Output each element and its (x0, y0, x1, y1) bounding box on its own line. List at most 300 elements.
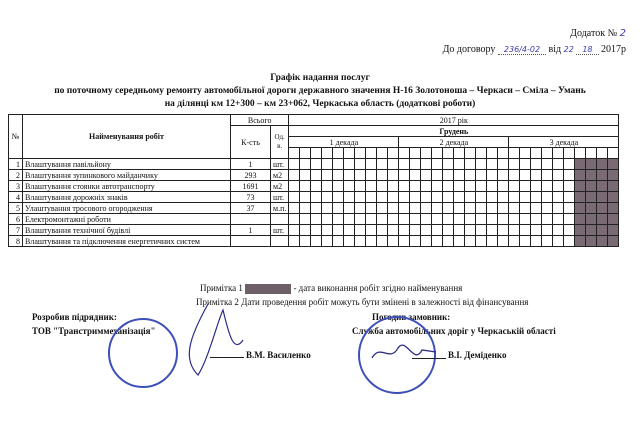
col-unit-header: Од. в. (271, 126, 289, 159)
schedule-cell (608, 170, 619, 181)
table-row (9, 181, 619, 192)
schedule-cell (344, 225, 355, 236)
schedule-cell (432, 181, 443, 192)
schedule-cell (520, 192, 531, 203)
schedule-cell (454, 203, 465, 214)
schedule-cell (608, 159, 619, 170)
row-unit: шт. (271, 159, 289, 170)
schedule-cell (487, 225, 498, 236)
schedule-cell (311, 170, 322, 181)
schedule-cell (432, 203, 443, 214)
contractor-role: Розробив підрядник: (32, 312, 117, 322)
legend-swatch (245, 284, 291, 294)
row-qty: 1 (231, 159, 271, 170)
contractor-signature (178, 300, 248, 380)
schedule-cell (498, 225, 509, 236)
schedule-cell (586, 214, 597, 225)
date-label: від (548, 44, 562, 55)
schedule-cell (564, 236, 575, 247)
schedule-cell (300, 225, 311, 236)
row-name: Влаштування дорожніх знаків (23, 192, 231, 203)
schedule-cell (443, 214, 454, 225)
decade-header: 2 декада (399, 137, 509, 148)
schedule-cell (454, 159, 465, 170)
row-qty (231, 214, 271, 225)
schedule-cell (476, 181, 487, 192)
schedule-cell (608, 203, 619, 214)
decade-header: 1 декада (289, 137, 399, 148)
customer-org: Служба автомобільних доріг у Черкаській області (352, 326, 556, 336)
row-number: 2 (9, 170, 23, 181)
schedule-cell (388, 236, 399, 247)
day-cell (377, 148, 388, 159)
schedule-cell (289, 236, 300, 247)
schedule-cell (344, 214, 355, 225)
row-qty: 1 (231, 225, 271, 236)
schedule-cell (311, 203, 322, 214)
appendix-text: Додаток № (570, 28, 618, 39)
schedule-cell (597, 225, 608, 236)
schedule-cell (432, 192, 443, 203)
schedule-cell (465, 192, 476, 203)
schedule-cell (289, 225, 300, 236)
doc-subtitle-2: на ділянці км 12+300 – км 23+062, Черкаська область (додаткові роботи) (164, 99, 476, 109)
day-cell (300, 148, 311, 159)
schedule-cell (443, 170, 454, 181)
schedule-cell (608, 214, 619, 225)
schedule-cell (498, 159, 509, 170)
row-number: 3 (9, 181, 23, 192)
schedule-cell (366, 236, 377, 247)
schedule-cell (564, 159, 575, 170)
schedule-cell (421, 236, 432, 247)
row-number: 1 (9, 159, 23, 170)
col-no-header: № (9, 115, 23, 159)
row-unit: м2 (271, 181, 289, 192)
schedule-cell (300, 159, 311, 170)
row-unit (271, 214, 289, 225)
schedule-cell (531, 192, 542, 203)
row-name: Влаштування зупинкового майданчику (23, 170, 231, 181)
schedule-cell (432, 225, 443, 236)
schedule-cell (597, 203, 608, 214)
day-cell (564, 148, 575, 159)
schedule-cell (564, 214, 575, 225)
schedule-cell (410, 236, 421, 247)
day-cell (311, 148, 322, 159)
schedule-cell (311, 181, 322, 192)
schedule-cell (553, 192, 564, 203)
schedule-cell (333, 214, 344, 225)
schedule-cell (355, 181, 366, 192)
schedule-cell (333, 170, 344, 181)
row-name: Електромонтажні роботи (23, 214, 231, 225)
schedule-cell (608, 192, 619, 203)
schedule-cell (322, 181, 333, 192)
schedule-cell (542, 214, 553, 225)
schedule-cell (542, 192, 553, 203)
row-qty: 1691 (231, 181, 271, 192)
schedule-cell (575, 181, 586, 192)
schedule-cell (344, 170, 355, 181)
schedule-cell (542, 203, 553, 214)
schedule-cell (487, 214, 498, 225)
schedule-cell (608, 181, 619, 192)
schedule-cell (575, 192, 586, 203)
schedule-cell (509, 203, 520, 214)
contract-number: 236/4-02 (498, 45, 546, 55)
row-number: 5 (9, 203, 23, 214)
schedule-cell (454, 225, 465, 236)
day-cell (432, 148, 443, 159)
schedule-cell (575, 203, 586, 214)
schedule-cell (421, 181, 432, 192)
day-cell (454, 148, 465, 159)
row-unit: шт. (271, 192, 289, 203)
day-cell (597, 148, 608, 159)
schedule-cell (476, 214, 487, 225)
date-day: 22 (563, 45, 574, 54)
day-cell (366, 148, 377, 159)
schedule-cell (454, 181, 465, 192)
schedule-cell (388, 214, 399, 225)
day-cell (344, 148, 355, 159)
schedule-cell (377, 214, 388, 225)
schedule-cell (432, 214, 443, 225)
day-cell (487, 148, 498, 159)
schedule-cell (443, 181, 454, 192)
schedule-cell (454, 170, 465, 181)
schedule-cell (586, 236, 597, 247)
schedule-cell (597, 214, 608, 225)
schedule-cell (344, 192, 355, 203)
schedule-cell (487, 236, 498, 247)
schedule-cell (443, 159, 454, 170)
schedule-cell (300, 203, 311, 214)
schedule-cell (476, 192, 487, 203)
day-cell (476, 148, 487, 159)
schedule-cell (498, 236, 509, 247)
day-cell (509, 148, 520, 159)
customer-signature (370, 338, 440, 368)
schedule-cell (520, 170, 531, 181)
schedule-cell (487, 181, 498, 192)
schedule-cell (498, 192, 509, 203)
schedule-cell (289, 192, 300, 203)
row-qty: 293 (231, 170, 271, 181)
schedule-cell (509, 192, 520, 203)
schedule-cell (509, 170, 520, 181)
schedule-cell (498, 214, 509, 225)
schedule-cell (564, 225, 575, 236)
schedule-cell (377, 192, 388, 203)
day-cell (586, 148, 597, 159)
day-cell (553, 148, 564, 159)
day-cell (465, 148, 476, 159)
schedule-cell (388, 181, 399, 192)
row-name: Влаштування павільйону (23, 159, 231, 170)
schedule-cell (476, 170, 487, 181)
schedule-cell (377, 181, 388, 192)
schedule-cell (421, 214, 432, 225)
customer-role: Погодив замовник: (372, 312, 451, 322)
schedule-cell (322, 170, 333, 181)
table-row (9, 203, 619, 214)
month-header: Грудень (289, 126, 619, 137)
schedule-cell (399, 192, 410, 203)
schedule-cell (366, 214, 377, 225)
date-month: 18 (576, 45, 598, 55)
row-name: Влаштування стоянки автотранспорту (23, 181, 231, 192)
day-cell (542, 148, 553, 159)
row-name: Влаштування та підключення енергетичних систем (23, 236, 231, 247)
note-2-text: Дати проведення робіт можуть бути змінені в залежності від фінансування (241, 297, 529, 307)
schedule-cell (575, 214, 586, 225)
schedule-cell (410, 225, 421, 236)
row-number: 4 (9, 192, 23, 203)
schedule-cell (300, 236, 311, 247)
year-suffix: 2017р (601, 44, 626, 55)
schedule-cell (553, 236, 564, 247)
schedule-cell (322, 214, 333, 225)
schedule-cell (322, 203, 333, 214)
day-cell (388, 148, 399, 159)
schedule-cell (399, 214, 410, 225)
schedule-cell (465, 225, 476, 236)
row-qty: 37 (231, 203, 271, 214)
schedule-cell (597, 159, 608, 170)
note-2-label: Примітка 2 (196, 297, 239, 307)
schedule-cell (520, 203, 531, 214)
day-cell (421, 148, 432, 159)
schedule-cell (333, 159, 344, 170)
schedule-cell (289, 203, 300, 214)
schedule-cell (344, 203, 355, 214)
schedule-cell (553, 225, 564, 236)
schedule-cell (421, 225, 432, 236)
schedule-cell (564, 170, 575, 181)
schedule-cell (410, 181, 421, 192)
table-row (9, 236, 619, 247)
schedule-cell (399, 236, 410, 247)
schedule-cell (311, 214, 322, 225)
schedule-cell (421, 192, 432, 203)
schedule-cell (366, 225, 377, 236)
schedule-cell (366, 203, 377, 214)
schedule-cell (498, 181, 509, 192)
schedule-cell (608, 225, 619, 236)
row-number: 8 (9, 236, 23, 247)
schedule-cell (311, 159, 322, 170)
schedule-cell (410, 203, 421, 214)
schedule-cell (553, 181, 564, 192)
table-row (9, 192, 619, 203)
schedule-cell (531, 159, 542, 170)
schedule-cell (520, 214, 531, 225)
schedule-cell (355, 159, 366, 170)
schedule-cell (564, 192, 575, 203)
doc-subtitle: по поточному середньому ремонту автомобільної дороги державного значення Н-16 Золотоноша – Черкаси – Сміла – Умань (54, 86, 586, 96)
schedule-cell (476, 203, 487, 214)
day-cell (355, 148, 366, 159)
schedule-cell (586, 203, 597, 214)
schedule-cell (575, 236, 586, 247)
schedule-cell (410, 214, 421, 225)
note-1-text: - дата виконання робіт згідно найменування (293, 283, 463, 293)
row-number: 7 (9, 225, 23, 236)
contractor-sign-line (210, 357, 244, 358)
schedule-cell (366, 159, 377, 170)
schedule-cell (509, 181, 520, 192)
schedule-cell (531, 181, 542, 192)
row-name: Влаштування технічної будівлі (23, 225, 231, 236)
schedule-cell (377, 170, 388, 181)
schedule-cell (487, 170, 498, 181)
schedule-cell (355, 192, 366, 203)
row-number: 6 (9, 214, 23, 225)
day-cell (498, 148, 509, 159)
schedule-cell (465, 170, 476, 181)
schedule-cell (432, 236, 443, 247)
schedule-cell (366, 181, 377, 192)
schedule-cell (366, 192, 377, 203)
contract-line (443, 44, 626, 55)
schedule-cell (399, 225, 410, 236)
schedule-cell (454, 214, 465, 225)
contract-prefix: До договору (442, 44, 496, 55)
schedule-cell (355, 214, 366, 225)
schedule-cell (542, 236, 553, 247)
schedule-cell (344, 236, 355, 247)
customer-sign-line (412, 358, 446, 359)
day-cell (443, 148, 454, 159)
schedule-cell (586, 181, 597, 192)
schedule-cell (289, 181, 300, 192)
schedule-cell (465, 203, 476, 214)
day-cell (531, 148, 542, 159)
schedule-cell (443, 236, 454, 247)
schedule-cell (597, 192, 608, 203)
schedule-cell (465, 159, 476, 170)
schedule-cell (333, 225, 344, 236)
schedule-cell (355, 203, 366, 214)
schedule-cell (476, 225, 487, 236)
row-name: Улаштування тросового огородження (23, 203, 231, 214)
schedule-cell (311, 225, 322, 236)
day-cell (410, 148, 421, 159)
note-1 (200, 283, 462, 294)
schedule-cell (575, 159, 586, 170)
schedule-cell (476, 159, 487, 170)
contractor-name: В.М. Василенко (246, 350, 311, 360)
decade-header: 3 декада (509, 137, 619, 148)
schedule-cell (586, 225, 597, 236)
schedule-cell (388, 203, 399, 214)
schedule-cell (531, 170, 542, 181)
schedule-cell (399, 159, 410, 170)
schedule-cell (388, 225, 399, 236)
schedule-cell (575, 170, 586, 181)
schedule-cell (553, 203, 564, 214)
row-qty: 73 (231, 192, 271, 203)
schedule-cell (377, 203, 388, 214)
schedule-cell (399, 181, 410, 192)
col-name-header: Найменування робіт (23, 115, 231, 159)
schedule-cell (564, 203, 575, 214)
row-qty (231, 236, 271, 247)
schedule-cell (542, 225, 553, 236)
schedule-cell (487, 159, 498, 170)
schedule-cell (377, 236, 388, 247)
schedule-cell (465, 214, 476, 225)
schedule-cell (575, 225, 586, 236)
schedule-cell (597, 236, 608, 247)
schedule-cell (344, 181, 355, 192)
schedule-cell (564, 181, 575, 192)
day-cell (333, 148, 344, 159)
schedule-cell (300, 214, 311, 225)
schedule-cell (542, 159, 553, 170)
schedule-cell (498, 170, 509, 181)
day-cell (399, 148, 410, 159)
note-1-label: Примітка 1 (200, 283, 243, 293)
schedule-cell (509, 214, 520, 225)
schedule-cell (333, 192, 344, 203)
schedule-cell (355, 225, 366, 236)
schedule-cell (289, 214, 300, 225)
schedule-cell (454, 236, 465, 247)
row-unit: м2 (271, 170, 289, 181)
schedule-cell (410, 170, 421, 181)
schedule-cell (300, 170, 311, 181)
schedule-cell (597, 170, 608, 181)
schedule-cell (289, 170, 300, 181)
schedule-cell (586, 159, 597, 170)
schedule-cell (421, 170, 432, 181)
schedule-cell (344, 159, 355, 170)
schedule-cell (421, 203, 432, 214)
day-cell (608, 148, 619, 159)
schedule-cell (542, 170, 553, 181)
schedule-cell (432, 159, 443, 170)
schedule-cell (465, 181, 476, 192)
schedule-cell (443, 192, 454, 203)
day-cell (520, 148, 531, 159)
day-cell (289, 148, 300, 159)
schedule-cell (399, 203, 410, 214)
schedule-cell (322, 192, 333, 203)
schedule-cell (553, 159, 564, 170)
appendix-label (570, 28, 626, 39)
schedule-cell (300, 192, 311, 203)
schedule-cell (454, 192, 465, 203)
schedule-cell (487, 192, 498, 203)
schedule-cell (388, 170, 399, 181)
schedule-cell (531, 214, 542, 225)
schedule-cell (476, 236, 487, 247)
schedule-cell (410, 159, 421, 170)
schedule-cell (300, 181, 311, 192)
year-header: 2017 рік (289, 115, 619, 126)
schedule-cell (553, 170, 564, 181)
schedule-cell (322, 225, 333, 236)
schedule-cell (509, 225, 520, 236)
row-unit (271, 236, 289, 247)
schedule-cell (322, 159, 333, 170)
schedule-cell (487, 203, 498, 214)
schedule-cell (311, 236, 322, 247)
row-unit: м.п. (271, 203, 289, 214)
